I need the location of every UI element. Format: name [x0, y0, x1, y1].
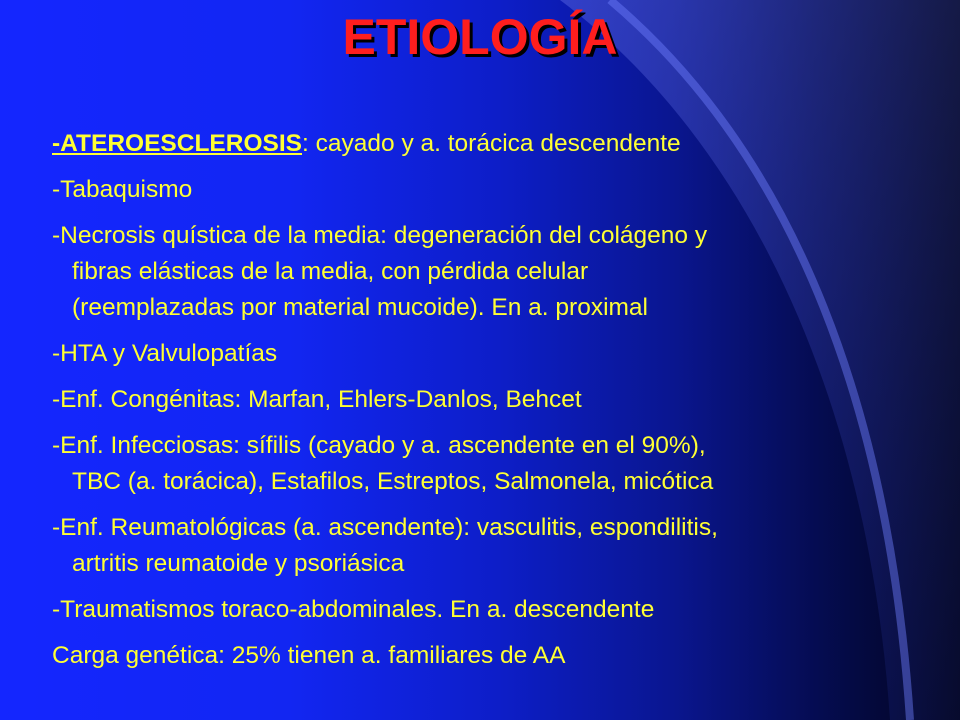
- list-item-text: -Enf. Congénitas: Marfan, Ehlers-Danlos, Behcet: [52, 386, 582, 413]
- list-item-text: TBC (a. torácica), Estafilos, Estreptos, Salmonela, micótica: [72, 468, 714, 495]
- list-item-text: Carga genética: 25% tienen a. familiares de AA: [52, 642, 566, 669]
- list-item-text: -HTA y Valvulopatías: [52, 340, 278, 367]
- list-item-text: artritis reumatoide y psoriásica: [72, 550, 405, 577]
- list-item-text: -Traumatismos toraco-abdominales. En a. descendente: [52, 596, 655, 623]
- list-item-necrosis: [52, 218, 932, 326]
- list-item-congenitas: [52, 382, 932, 418]
- slide-title: ETIOLOGÍA: [342, 9, 618, 65]
- list-item-reumatologicas: [52, 510, 932, 582]
- list-item-hta: [52, 336, 932, 372]
- list-item-traumatismos: [52, 592, 932, 628]
- list-item-carga-genetica: [52, 638, 932, 674]
- list-item-ateroesclerosis: [52, 126, 932, 162]
- emphasis-ateroesclerosis: -ATEROESCLEROSIS: [52, 130, 303, 157]
- list-item-text: -Enf. Reumatológicas (a. ascendente): vasculitis, espondilitis,: [52, 514, 718, 541]
- list-item-text: -Tabaquismo: [52, 176, 193, 203]
- list-item-tabaquismo: [52, 172, 932, 208]
- list-item-infecciosas: [52, 428, 932, 500]
- list-item-text: : cayado y a. torácica descendente: [302, 130, 681, 157]
- list-item-text: -Necrosis quística de la media: degeneración del colágeno y: [52, 222, 708, 249]
- list-item-text: (reemplazadas por material mucoide). En a. proximal: [72, 294, 648, 321]
- list-item-text: -Enf. Infecciosas: sífilis (cayado y a. ascendente en el 90%),: [52, 432, 706, 459]
- list-item-text: fibras elásticas de la media, con pérdida celular: [72, 258, 589, 285]
- content-list: [52, 126, 932, 684]
